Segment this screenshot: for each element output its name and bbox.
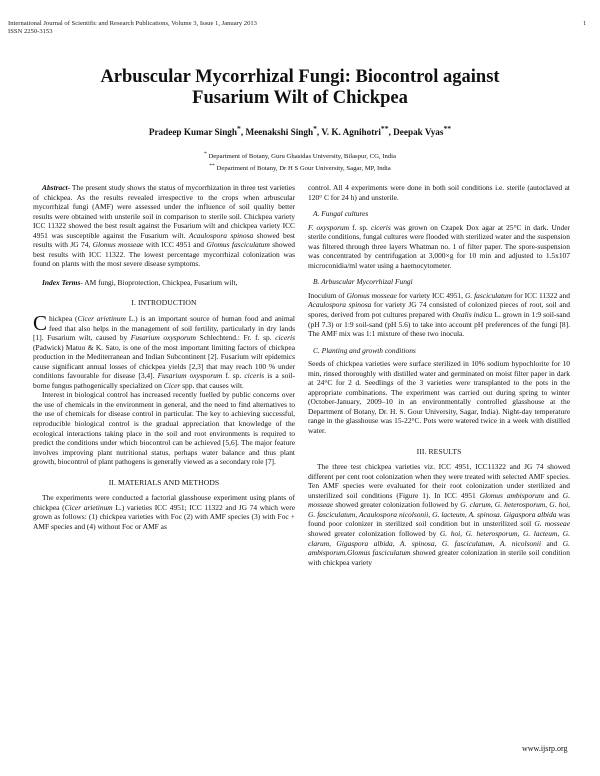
subsection-heading-amf: B. Arbuscular Mycorrhizal Fungi: [313, 277, 413, 287]
affiliation-text: Department of Botany, Dr H S Gour University, Sagar, MP, India: [216, 165, 391, 173]
author-name: Meenakshi Singh: [245, 127, 314, 138]
title-line-2: Fusarium Wilt of Chickpea: [192, 88, 408, 108]
abstract: Abstract- The present study shows the status of mycorrhization in three test varieties of chickpea. As the results revealed irrespective to the crops when arbuscular mycorrhizal fungi (AMF) were assessed under the influence of soil quality better results were obtained with unsterile soil in comparison to sterile soil. Chickpea variety ICC 11322 showed the best result against the Fusarium wilt and chickpea variety ICC 4951 was susceptible against the Fusarium wilt. Acaulospora spinosa showed best results with JG 74, Glomus mosseae with ICC 4951 and Glomus fasciculatum showed best results with ICC 11322. The lowest percentage mycorrhizal colonization was found on plants with the most severe disease symptoms.: [33, 183, 295, 269]
index-terms: Index Terms- AM fungi, Bioprotection, Chickpea, Fusarium wilt,: [42, 277, 238, 287]
right-column: [308, 183, 570, 567]
affiliation-2: [0, 162, 600, 174]
paper-title: [0, 67, 600, 109]
author-list: Pradeep Kumar Singh*, Meenakshi Singh*, V. K. Agnihotri**, Deepak Vyas**: [148, 124, 452, 138]
index-terms-label: Index Terms: [42, 277, 81, 287]
author-mark: *: [313, 124, 317, 133]
section-heading-introduction: I. INTRODUCTION: [131, 298, 197, 308]
section-heading-results: III. RESULTS: [416, 446, 462, 456]
author-mark: *: [237, 124, 241, 133]
author-name: V. K. Agnihotri: [321, 127, 381, 138]
methods-paragraph-1: The experiments were conducted a factorial glasshouse experiment using plants of chickpea (Cicer arietinum L.) varieties ICC 4951; ICC 11322 and JG 74 which were grown as follows: (1) chickpea varieties with Foc (2) with AMF species (3) with Foc + AMF species and (4) without Foc or AMF as: [33, 493, 296, 531]
affiliation-1: [0, 150, 600, 162]
section-heading-methods: II. MATERIALS AND METHODS: [108, 477, 220, 487]
amf-paragraph: Inoculum of Glomus mosseae for variety ICC 4951, G. fasciculatum for ICC 11322 and Acaulospora spinosa for variety JG 74 consisted of colonized pieces of root, soil and spores, derived from pot cultures prepared with Oxalis indica L. grown in 1:9 soil-sand (pH 7.3) or 1:9 soil-sand (pH 5.6) to take into account pH preferences of the fungi [8]. The AMF mix was 1:1 mixture of these two inocula.: [308, 290, 570, 339]
page-number: 1: [583, 20, 587, 27]
subsection-heading-fungal-cultures: A. Fungal cultures: [313, 209, 369, 219]
author-mark: **: [443, 124, 452, 133]
results-paragraph: The three test chickpea varieties viz. ICC 4951, ICC11322 and JG 74 showed different per cent root colonization when they were treated with selected AMF species. Ten AMF species were evaluated for their root colonization under sterilized and unsterilized soil conditions (Figure 1). In ICC 4951 Glomus ambisporum and G. mosseae showed greater colonization followed by G. clarum, G. heterosporum, G. hoi, G. fasciculatum, Acaulospora nicolsonii, G. lacteum, A. spinosa. Gigaspora albida was found poor colonizer in sterilized soil condition but in unsterilized soil G. mosseae showed greater colonization followed by G. hoi, G. heterosporum, G. lacteum, G. clarum, Gigaspora albida, A. spinosa, G. fasciculatum, A. nicolsonii and G. ambisporum.Glomus fasciculatum showed greater colonization in sterile soil condition with chickpea variety: [308, 462, 570, 567]
journal-name: International Journal of Scientific and Research Publications, Volume 3, Issue 1, January 2013: [8, 20, 257, 27]
affiliations: [0, 150, 600, 174]
journal-header: [8, 20, 257, 36]
author-name: Pradeep Kumar Singh: [148, 127, 238, 138]
affiliation-mark: **: [209, 162, 215, 169]
left-column: [33, 183, 295, 532]
subsection-heading-planting: C. Planting and growth conditions: [313, 345, 416, 355]
drop-cap: C: [33, 311, 48, 336]
title-line-1: Arbuscular Mycorrhizal Fungi: Biocontrol against: [100, 67, 500, 87]
affiliation-mark: *: [203, 151, 207, 157]
abstract-label: Abstract-: [42, 183, 71, 192]
intro-paragraph-1: Chickpea (Cicer arietinum L.) is an important source of human food and animal feed that also helps in the management of soil fertility, particularly in dry lands [1]. Fusarium wilt, caused by Fusarium oxysporum Schlechtend.: Fr. f. sp. ciceris (Padwick) Matuo & K. Sato, is one of the most important limiting factors of chickpea production in the Mediterranean and Indian Subcontinent [2]. Fusarium wilt epidemics cause significant annual losses of chickpea yields [2,3] that may reach 100 % under conditions favourable for disease [3,4]. Fusarium oxysporum f. sp. ciceris is a soil-borne fungus pathogenically specialized on Cicer spp. that causes wilt.: [33, 311, 295, 390]
footer-url: www.ijsrp.org: [522, 744, 568, 753]
issn: ISSN 2250-3153: [8, 28, 53, 35]
intro-paragraph-2: Interest in biological control has increased recently fuelled by public concerns over the use of chemicals in the environment in general, and the need to find alternatives to the use of chemicals for disease control in particular. The key to achieving successful, reproducible biological control is the gradual appreciation that knowledge of the ecological interactions taking place in the soil and root environments is required to predict the conditions under which biocontrol can be achieved [5,6]. The major feature involves improving plant nutritional status, perhaps water balance and thus plant growth, biocontrol of plant pathogens is generally viewed as a secondary role [7].: [33, 390, 295, 467]
planting-paragraph: Seeds of chickpea varieties were surface sterilized in 10% sodium hypochlorite for 10 min, rinsed thoroughly with distilled water and germinated on moist filter paper in dark at 24°C for 2 d. Seedlings of the 3 varieties were transplanted to the pots in the appropriate combinations. The experiment was carried out during spring to winter (October-January, 2009–10 in an environmentally controlled glasshouse at the Department of Botany, Dr. H. S. Gour University, Sagar, India). Night-day temperature range in the glasshouse was 15-22°C. Pots were watered twice in a week with distilled water.: [308, 359, 570, 436]
methods-continuation: control. All 4 experiments were done in both soil conditions i.e. sterile (autoclaved at 120° C for 24 h) and unsterile.: [308, 183, 570, 202]
fungal-cultures-paragraph: F. oxysporum f. sp. ciceris was grown on Czapek Dox agar at 25°C in dark. Under sterile conditions, fungal cultures were flooded with sterilized water and the suspension was filtered through three layers Whatman no. 1 of filter paper. The spore-suspension was concentrated by centrifugation at 3,000×g for 10 min and adjusted to 1.5x107 microconidia/ml water using a haemocytometer.: [308, 222, 570, 270]
author-mark: **: [380, 124, 389, 133]
affiliation-text: Department of Botany, Guru Ghasidas University, Bilaspur, CG, India: [208, 153, 397, 161]
author-name: Deepak Vyas: [393, 127, 444, 138]
